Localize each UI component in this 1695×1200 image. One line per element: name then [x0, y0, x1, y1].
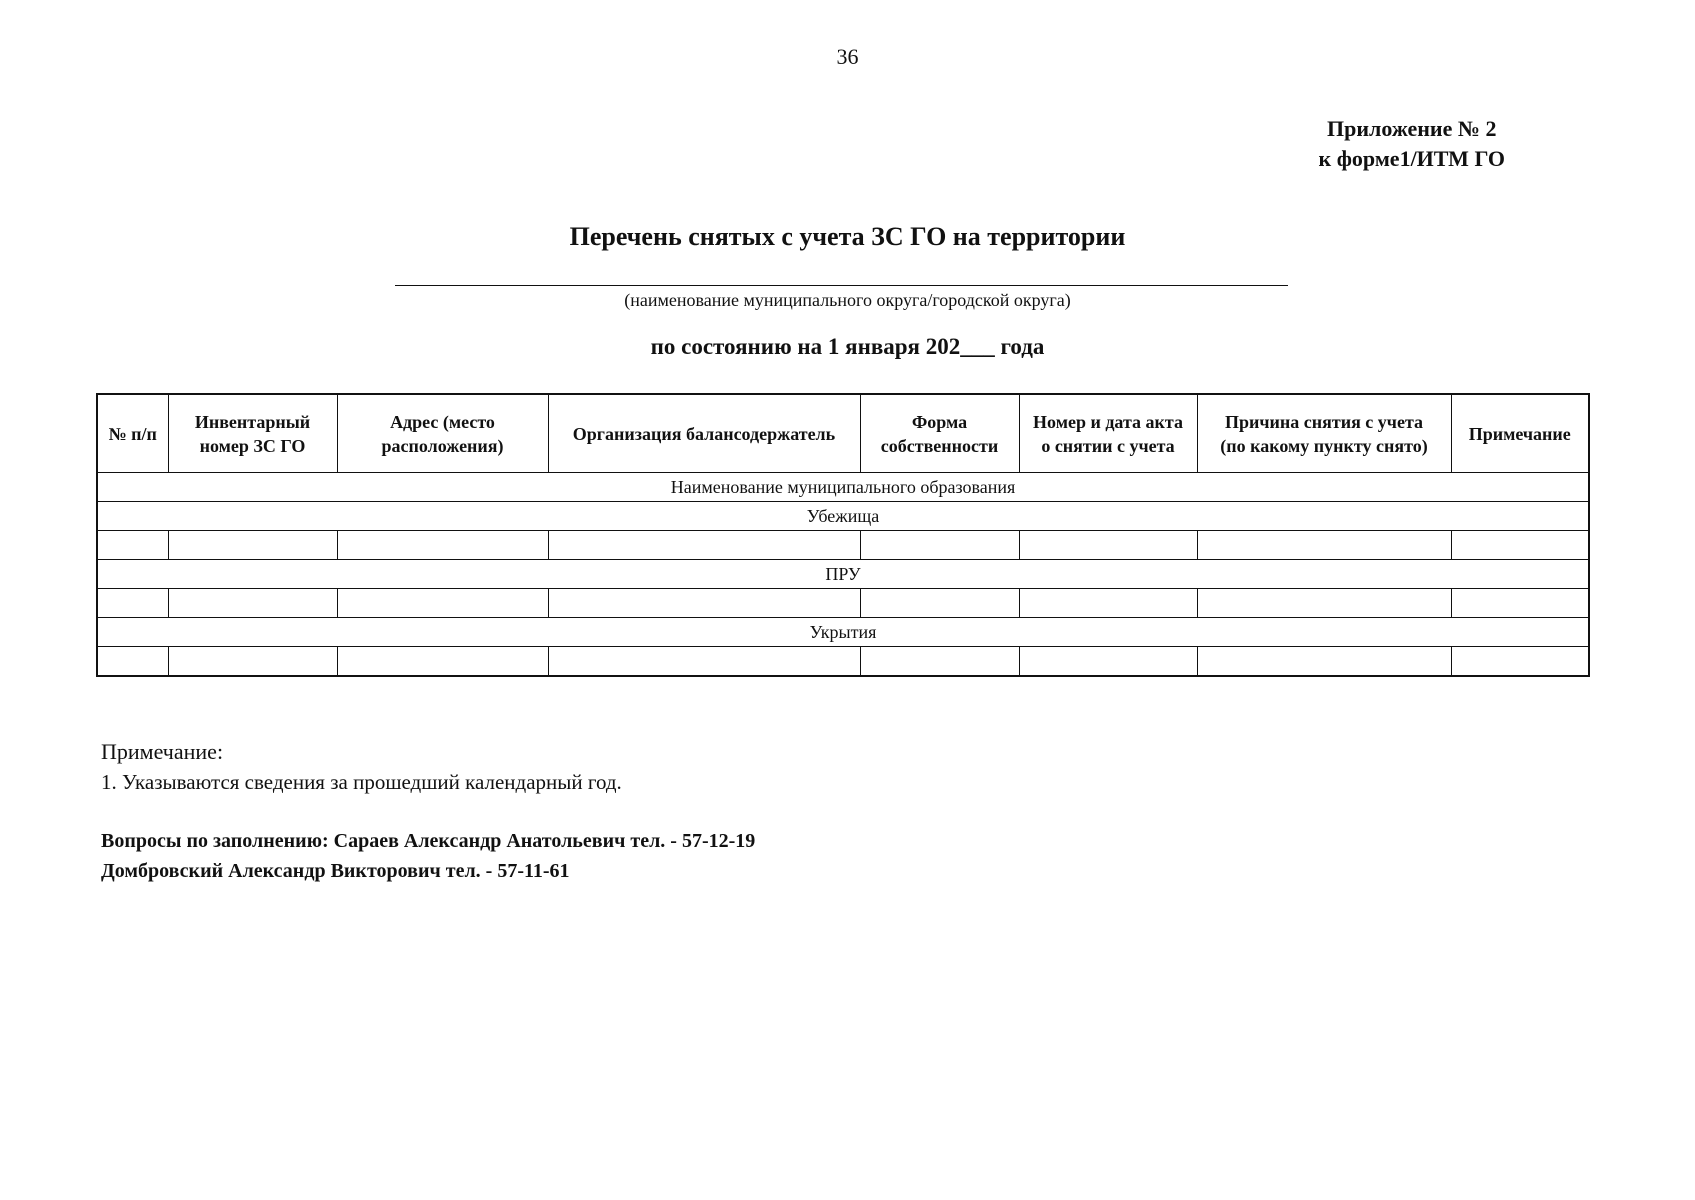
section-row	[97, 618, 1589, 647]
table-cell	[1019, 531, 1197, 560]
appendix-line-1: Приложение № 2	[1327, 116, 1497, 141]
table-cell	[97, 531, 168, 560]
document-title: Перечень снятых с учета ЗС ГО на территории	[569, 222, 1126, 251]
notes-block	[101, 737, 622, 797]
header-ownership-form: Форма собственности	[860, 394, 1019, 473]
table-cell	[337, 531, 548, 560]
header-number: № п/п	[97, 394, 168, 473]
table-cell	[1197, 531, 1451, 560]
blank-fill-line	[395, 285, 1288, 286]
municipality-row	[97, 473, 1589, 502]
table-cell	[97, 647, 168, 677]
table-row	[97, 647, 1589, 677]
table-cell	[860, 647, 1019, 677]
notes-label: Примечание:	[101, 739, 224, 764]
header-act-number-date: Номер и дата акта о снятии с учета	[1019, 394, 1197, 473]
appendix-reference	[1319, 114, 1505, 174]
table-cell	[1451, 647, 1589, 677]
contacts-block	[101, 826, 755, 886]
contacts-line-2: Домбровский Александр Викторович тел. - 57-11-61	[101, 860, 570, 882]
table-cell	[1451, 589, 1589, 618]
page-number: 36	[836, 44, 859, 69]
table-cell	[860, 589, 1019, 618]
table-cell	[1019, 589, 1197, 618]
header-address: Адрес (место расположения)	[337, 394, 548, 473]
section-label-pru: ПРУ	[97, 560, 1589, 589]
table-header-row	[97, 394, 1589, 473]
appendix-line-2: к форме1/ИТМ ГО	[1318, 146, 1505, 171]
date-line: по состоянию на 1 января 202___ года	[650, 334, 1045, 359]
section-row	[97, 560, 1589, 589]
notes-item-1: 1. Указываются сведения за прошедший календарный год.	[101, 770, 622, 794]
table-cell	[168, 589, 337, 618]
header-organization: Организация балансодержатель	[548, 394, 860, 473]
section-row	[97, 502, 1589, 531]
blank-line-caption: (наименование муниципального округа/городской округа)	[624, 290, 1071, 310]
table-cell	[1019, 647, 1197, 677]
table-cell	[337, 589, 548, 618]
removed-shelters-table	[96, 393, 1590, 677]
table-cell	[1197, 589, 1451, 618]
table-row	[97, 531, 1589, 560]
section-label-covers: Укрытия	[97, 618, 1589, 647]
table-cell	[548, 647, 860, 677]
municipality-label: Наименование муниципального образования	[97, 473, 1589, 502]
table-cell	[168, 531, 337, 560]
table-cell	[548, 531, 860, 560]
header-inventory-number: Инвентарный номер ЗС ГО	[168, 394, 337, 473]
table-cell	[97, 589, 168, 618]
header-removal-reason: Причина снятия с учета (по какому пункту снято)	[1197, 394, 1451, 473]
table-row	[97, 589, 1589, 618]
table-cell	[168, 647, 337, 677]
table-cell	[1197, 647, 1451, 677]
table-cell	[860, 531, 1019, 560]
table-cell	[337, 647, 548, 677]
table-cell	[1451, 531, 1589, 560]
header-note: Примечание	[1451, 394, 1589, 473]
section-label-shelters: Убежища	[97, 502, 1589, 531]
table-cell	[548, 589, 860, 618]
contacts-line-1: Вопросы по заполнению: Сараев Александр Анатольевич тел. - 57-12-19	[101, 830, 756, 852]
